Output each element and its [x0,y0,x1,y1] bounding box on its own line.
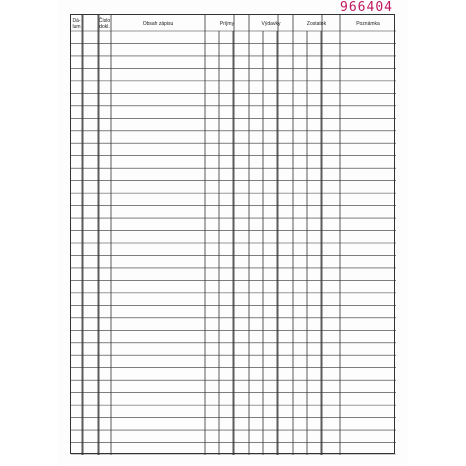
header-zostatok: Zostatok [306,21,327,27]
serial-number: 966404 [340,0,393,15]
header-obsah: Obsah zápisu [142,21,174,27]
header-datum: Dá- lum [72,18,81,30]
ledger-table [70,14,395,454]
header-cislo: Číslo dokl. [98,18,111,30]
ledger-grid [71,15,396,455]
header-prijmy: Príjmy [219,21,235,27]
header-vydavky: Výdavky [261,21,281,27]
header-poznamka: Poznámka [356,21,380,27]
